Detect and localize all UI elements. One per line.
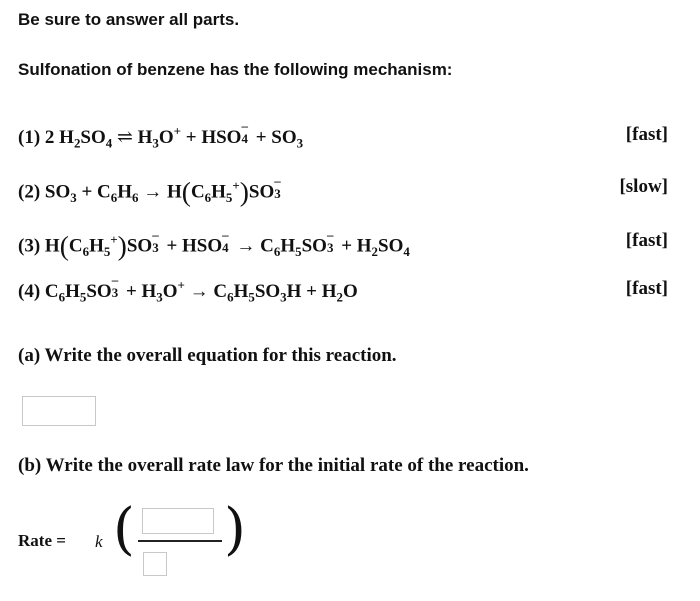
step-3-rate: [fast] — [625, 230, 668, 251]
rate-label: Rate = — [18, 531, 66, 550]
overall-equation-input[interactable] — [22, 396, 96, 426]
mechanism-step-3: (3) $H(C_6H_5^+)SO$ – 3 + HSO – 4 → $C_6H_5SO$ – 3 + $H_2SO_4$ — [18, 226, 410, 261]
intro-text: Sulfonation of benzene has the following mechanism: — [18, 60, 453, 79]
close-parenthesis: ) — [224, 497, 246, 562]
rate-law-numerator-input[interactable] — [142, 508, 214, 534]
rate-law-denominator-input[interactable] — [143, 552, 167, 576]
step-2-rate: [slow] — [619, 176, 668, 197]
mechanism-step-4: (4) $C_6H_5SO$ – 3 + $H_3O^+ \to C_6H_5SO_3H + H_2O$ — [18, 272, 358, 305]
step-4-rate: [fast] — [625, 278, 668, 299]
question-b: (b) Write the overall rate law for the initial rate of the reaction. — [18, 455, 529, 476]
step-1-rate: [fast] — [625, 124, 668, 145]
question-a: (a) Write the overall equation for this reaction. — [18, 345, 397, 366]
fraction-bar — [138, 540, 222, 542]
open-parenthesis: ( — [113, 497, 135, 562]
mechanism-step-2: (2) $SO_3 + C_6H_6 \to H(C_6H_5^+)SO$ – 3 — [18, 172, 281, 207]
rate-constant-k: k — [95, 532, 103, 551]
mechanism-step-1: (1) 2 $H_2SO_4$ ⇌ $H_3O^+$ + HSO – 4 + $SO_3$ — [18, 118, 304, 151]
instruction-text: Be sure to answer all parts. — [18, 10, 240, 29]
